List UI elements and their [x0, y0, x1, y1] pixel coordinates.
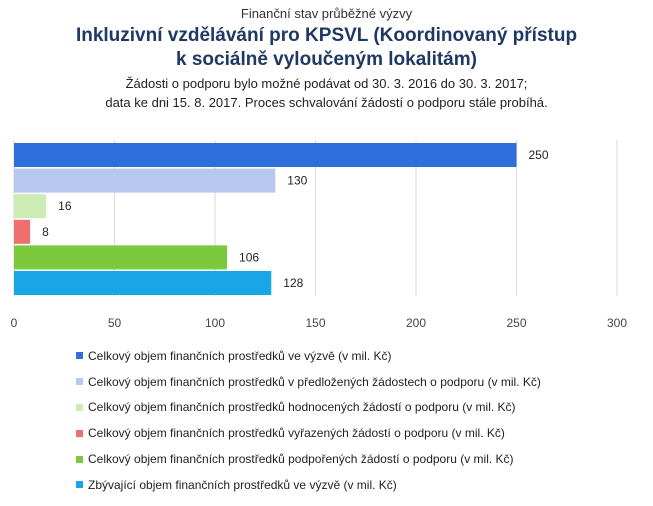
legend-item-4: [76, 420, 636, 446]
chart-subtitle-line-1: Žádosti o podporu bylo možné podávat od 30. 3. 2016 do 30. 3. 2017;: [125, 76, 528, 91]
legend-item-6: [76, 472, 636, 498]
legend-label: Celkový objem finančních prostředků hodnocených žádostí o podporu (v mil. Kč): [88, 400, 516, 415]
x-axis-ticks: [11, 316, 628, 330]
x-tick-label: 200: [405, 316, 427, 330]
x-tick-label: 50: [107, 316, 122, 330]
bar-5: [14, 245, 227, 269]
bar-2: [14, 169, 275, 193]
bar-4: [14, 220, 30, 244]
legend-swatch: [76, 481, 83, 488]
bars: [14, 143, 549, 295]
legend-label: Celkový objem finančních prostředků vyřazených žádostí o podporu (v mil. Kč): [88, 426, 505, 441]
chart-title-line-2: k sociálně vyloučeným lokalitám): [176, 49, 477, 70]
bar-1: [14, 143, 517, 167]
legend-label: Celkový objem finančních prostředků v předložených žádostech o podporu (v mil. Kč): [88, 374, 541, 389]
legend-swatch: [76, 456, 83, 463]
x-tick-label: 300: [606, 316, 628, 330]
bar-6: [14, 271, 271, 295]
legend-item-2: [76, 369, 636, 395]
x-tick-label: 100: [204, 316, 226, 330]
chart-subtitle-line-2: data ke dni 15. 8. 2017. Proces schvalování žádostí o podporu stále probíhá.: [105, 95, 548, 110]
legend-swatch: [76, 430, 83, 437]
legend-label: Celkový objem finančních prostředků podpořených žádostí o podporu (v mil. Kč): [88, 452, 514, 467]
legend-label: Zbývající objem finančních prostředků ve výzvě (v mil. Kč): [88, 477, 397, 492]
legend-swatch: [76, 378, 83, 385]
data-label-4: 8: [42, 224, 49, 239]
legend-item-1: [76, 343, 636, 369]
legend-item-5: [76, 446, 636, 472]
data-label-1: 250: [528, 148, 549, 162]
legend-swatch: [76, 404, 83, 411]
data-label-3: 16: [58, 199, 72, 214]
x-tick-label: 0: [10, 316, 18, 330]
data-label-2: 130: [287, 173, 308, 188]
legend: [76, 343, 636, 498]
bar-3: [14, 194, 46, 218]
x-tick-label: 250: [506, 316, 527, 330]
data-label-6: 128: [283, 276, 304, 290]
x-tick-label: 150: [305, 316, 326, 330]
chart-supertitle: Finanční stav průběžné výzvy: [240, 6, 413, 21]
data-label-5: 106: [239, 250, 260, 265]
chart-title-line-1: Inkluzivní vzdělávání pro KPSVL (Koordinovaný přístup: [75, 25, 578, 46]
legend-label: Celkový objem finančních prostředků ve výzvě (v mil. Kč): [88, 348, 392, 363]
legend-item-3: [76, 395, 636, 421]
legend-swatch: [76, 352, 83, 359]
